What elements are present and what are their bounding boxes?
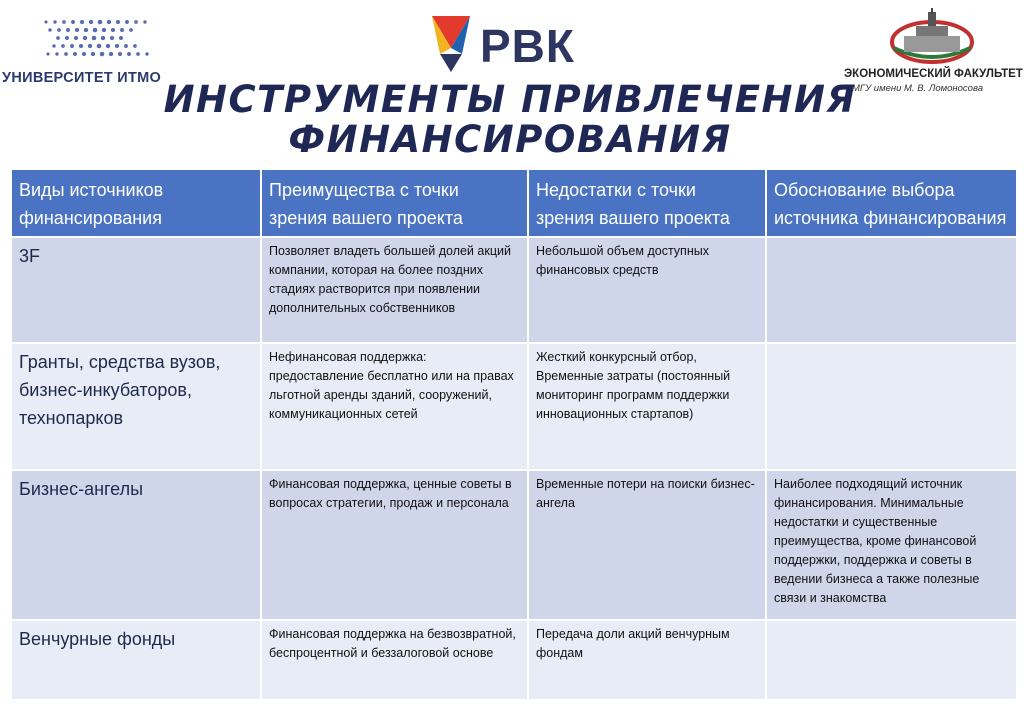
msu-logo-subtext: МГУ имени М. В. Ломоносова: [852, 83, 984, 94]
source-cell: Венчурные фонды: [11, 620, 261, 700]
justification-cell: [766, 343, 1017, 470]
advantages-cell: Нефинансовая поддержка: предоставление бесплатно или на правах льготной аренды зданий, сооружений, коммуникационных сетей: [261, 343, 528, 470]
rvk-logo-text: РВК: [480, 20, 575, 72]
financing-table: [10, 168, 1018, 701]
source-cell: 3F: [11, 237, 261, 343]
justification-cell: [766, 620, 1017, 700]
header-disadvantages: Недостатки с точки зрения вашего проекта: [528, 169, 766, 237]
page-title: [160, 80, 860, 160]
disadvantages-cell: Временные потери на поиски бизнес-ангела: [528, 470, 766, 620]
table-header-row: [11, 169, 1017, 237]
header-advantages: Преимущества с точки зрения вашего проекта: [261, 169, 528, 237]
table-row: [11, 237, 1017, 343]
title-line-1: ИНСТРУМЕНТЫ ПРИВЛЕЧЕНИЯ: [163, 78, 857, 121]
msu-logo: [886, 8, 978, 68]
advantages-cell: Позволяет владеть большей долей акций компании, которая на более поздних стадиях растворится при появлении дополнительных собственников: [261, 237, 528, 343]
slide-header: [0, 0, 1024, 168]
disadvantages-cell: Небольшой объем доступных финансовых средств: [528, 237, 766, 343]
header-justification: Обоснование выбора источника финансирования: [766, 169, 1017, 237]
table-row: [11, 620, 1017, 700]
disadvantages-cell: Жесткий конкурсный отбор, Временные затраты (постоянный мониторинг программ поддержки инновационных стартапов): [528, 343, 766, 470]
advantages-cell: Финансовая поддержка, ценные советы в вопросах стратегии, продаж и персонала: [261, 470, 528, 620]
header-source-type: Виды источников финансирования: [11, 169, 261, 237]
source-cell: Бизнес-ангелы: [11, 470, 261, 620]
justification-cell: Наиболее подходящий источник финансирования. Минимальные недостатки и существенные преимущества, кроме финансовой поддержки, поддержка и советы в ведении бизнеса а также полезные связи и знакомства: [766, 470, 1017, 620]
advantages-cell: Финансовая поддержка на безвозвратной, беспроцентной и беззалоговой основе: [261, 620, 528, 700]
title-line-2: ФИНАНСИРОВАНИЯ: [288, 118, 732, 161]
disadvantages-cell: Передача доли акций венчурным фондам: [528, 620, 766, 700]
justification-cell: [766, 237, 1017, 343]
msu-logo-text: ЭКОНОМИЧЕСКИЙ ФАКУЛЬТЕТ: [844, 68, 1023, 80]
table-row: [11, 470, 1017, 620]
itmo-logo-text: УНИВЕРСИТЕТ ИТМО: [2, 70, 162, 86]
source-cell: Гранты, средства вузов, бизнес-инкубаторов, технопарков: [11, 343, 261, 470]
table-row: [11, 343, 1017, 470]
